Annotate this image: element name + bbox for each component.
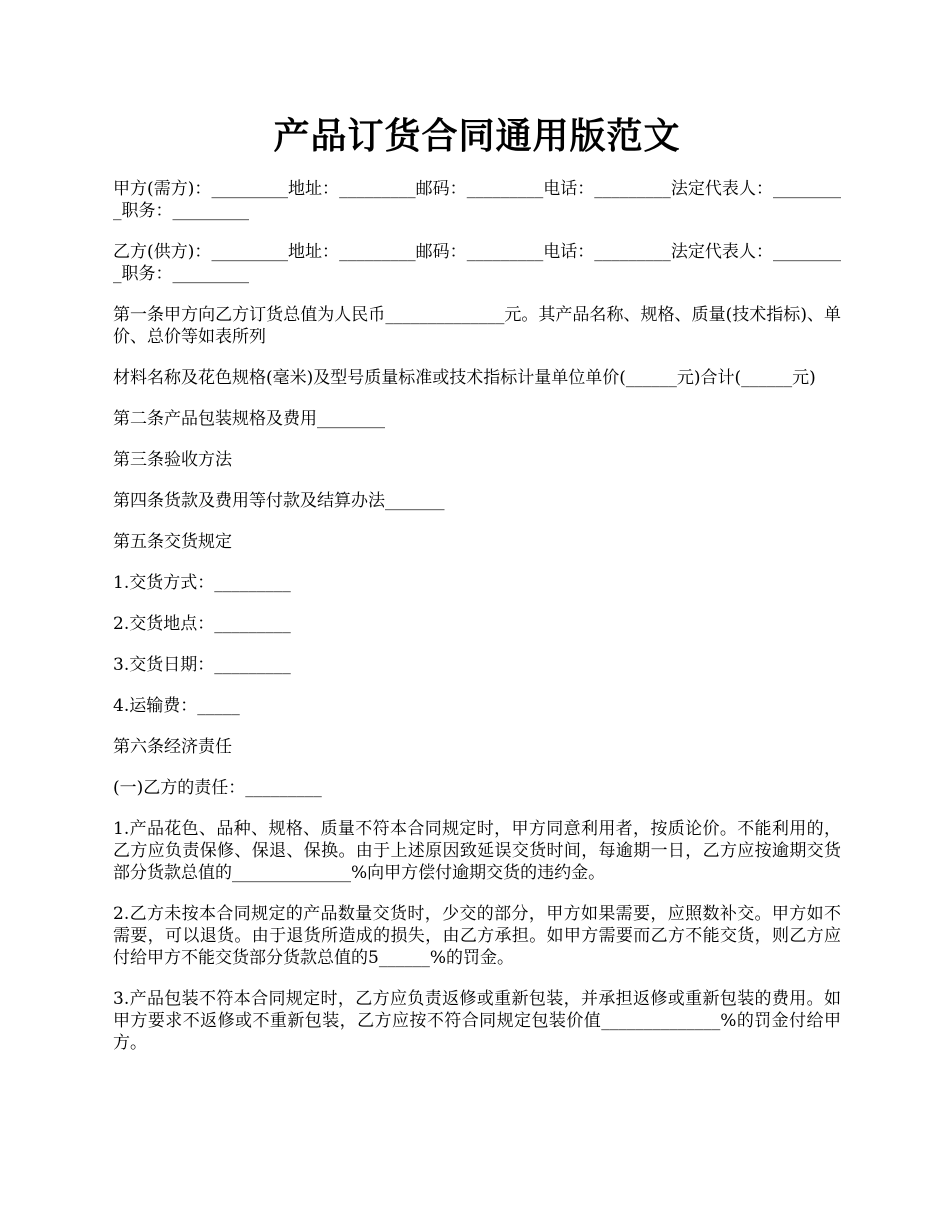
party-b-line: 乙方(供方)：_________地址：_________邮码：_________电话：_________法定代表人：_________职务：_________: [113, 242, 841, 284]
article-4: 第四条货款及费用等付款及结算办法_______: [113, 491, 445, 511]
delivery-method: 1.交货方式：_________: [113, 573, 291, 593]
document-title: 产品订货合同通用版范文: [273, 115, 681, 157]
party-b-responsibility: (一)乙方的责任：_________: [113, 778, 322, 798]
article-6: 第六条经济责任: [113, 737, 232, 757]
clause-2: 2.乙方未按本合同规定的产品数量交货时，少交的部分，甲方如果需要，应照数补交。甲方如不需要，可以退货。由于退货所造成的损失，由乙方承担。如甲方需要而乙方不能交货，则乙方应付给甲方不能交货部分货款总值的5______%的罚金。: [113, 904, 841, 968]
party-a-line: 甲方(需方)：_________地址：_________邮码：_________电话：_________法定代表人：_________职务：_________: [113, 179, 841, 221]
article-3: 第三条验收方法: [113, 450, 232, 470]
material-spec-line: 材料名称及花色规格(毫米)及型号质量标准或技术指标计量单位单价(______元)合计(______元): [113, 368, 816, 388]
clause-1: 1.产品花色、品种、规格、质量不符本合同规定时，甲方同意利用者，按质论价。不能利用的，乙方应负责保修、保退、保换。由于上述原因致延误交货时间，每逾期一日，乙方应按逾期交货部分货款总值的______________%向甲方偿付逾期交货的违约金。: [113, 819, 841, 883]
article-5: 第五条交货规定: [113, 532, 232, 552]
article-1: 第一条甲方向乙方订货总值为人民币______________元。其产品名称、规格、质量(技术指标)、单价、总价等如表所列: [113, 305, 841, 347]
delivery-date: 3.交货日期：_________: [113, 655, 291, 675]
document-page: [113, 108, 841, 1073]
clause-3: 3.产品包装不符本合同规定时，乙方应负责返修或重新包装，并承担返修或重新包装的费用。如甲方要求不返修或不重新包装，乙方应按不符合同规定包装价值______________%的罚金付给甲方。: [113, 989, 841, 1053]
delivery-location: 2.交货地点：_________: [113, 614, 291, 634]
shipping-fee: 4.运输费：_____: [113, 696, 240, 716]
article-2: 第二条产品包装规格及费用________: [113, 409, 385, 429]
